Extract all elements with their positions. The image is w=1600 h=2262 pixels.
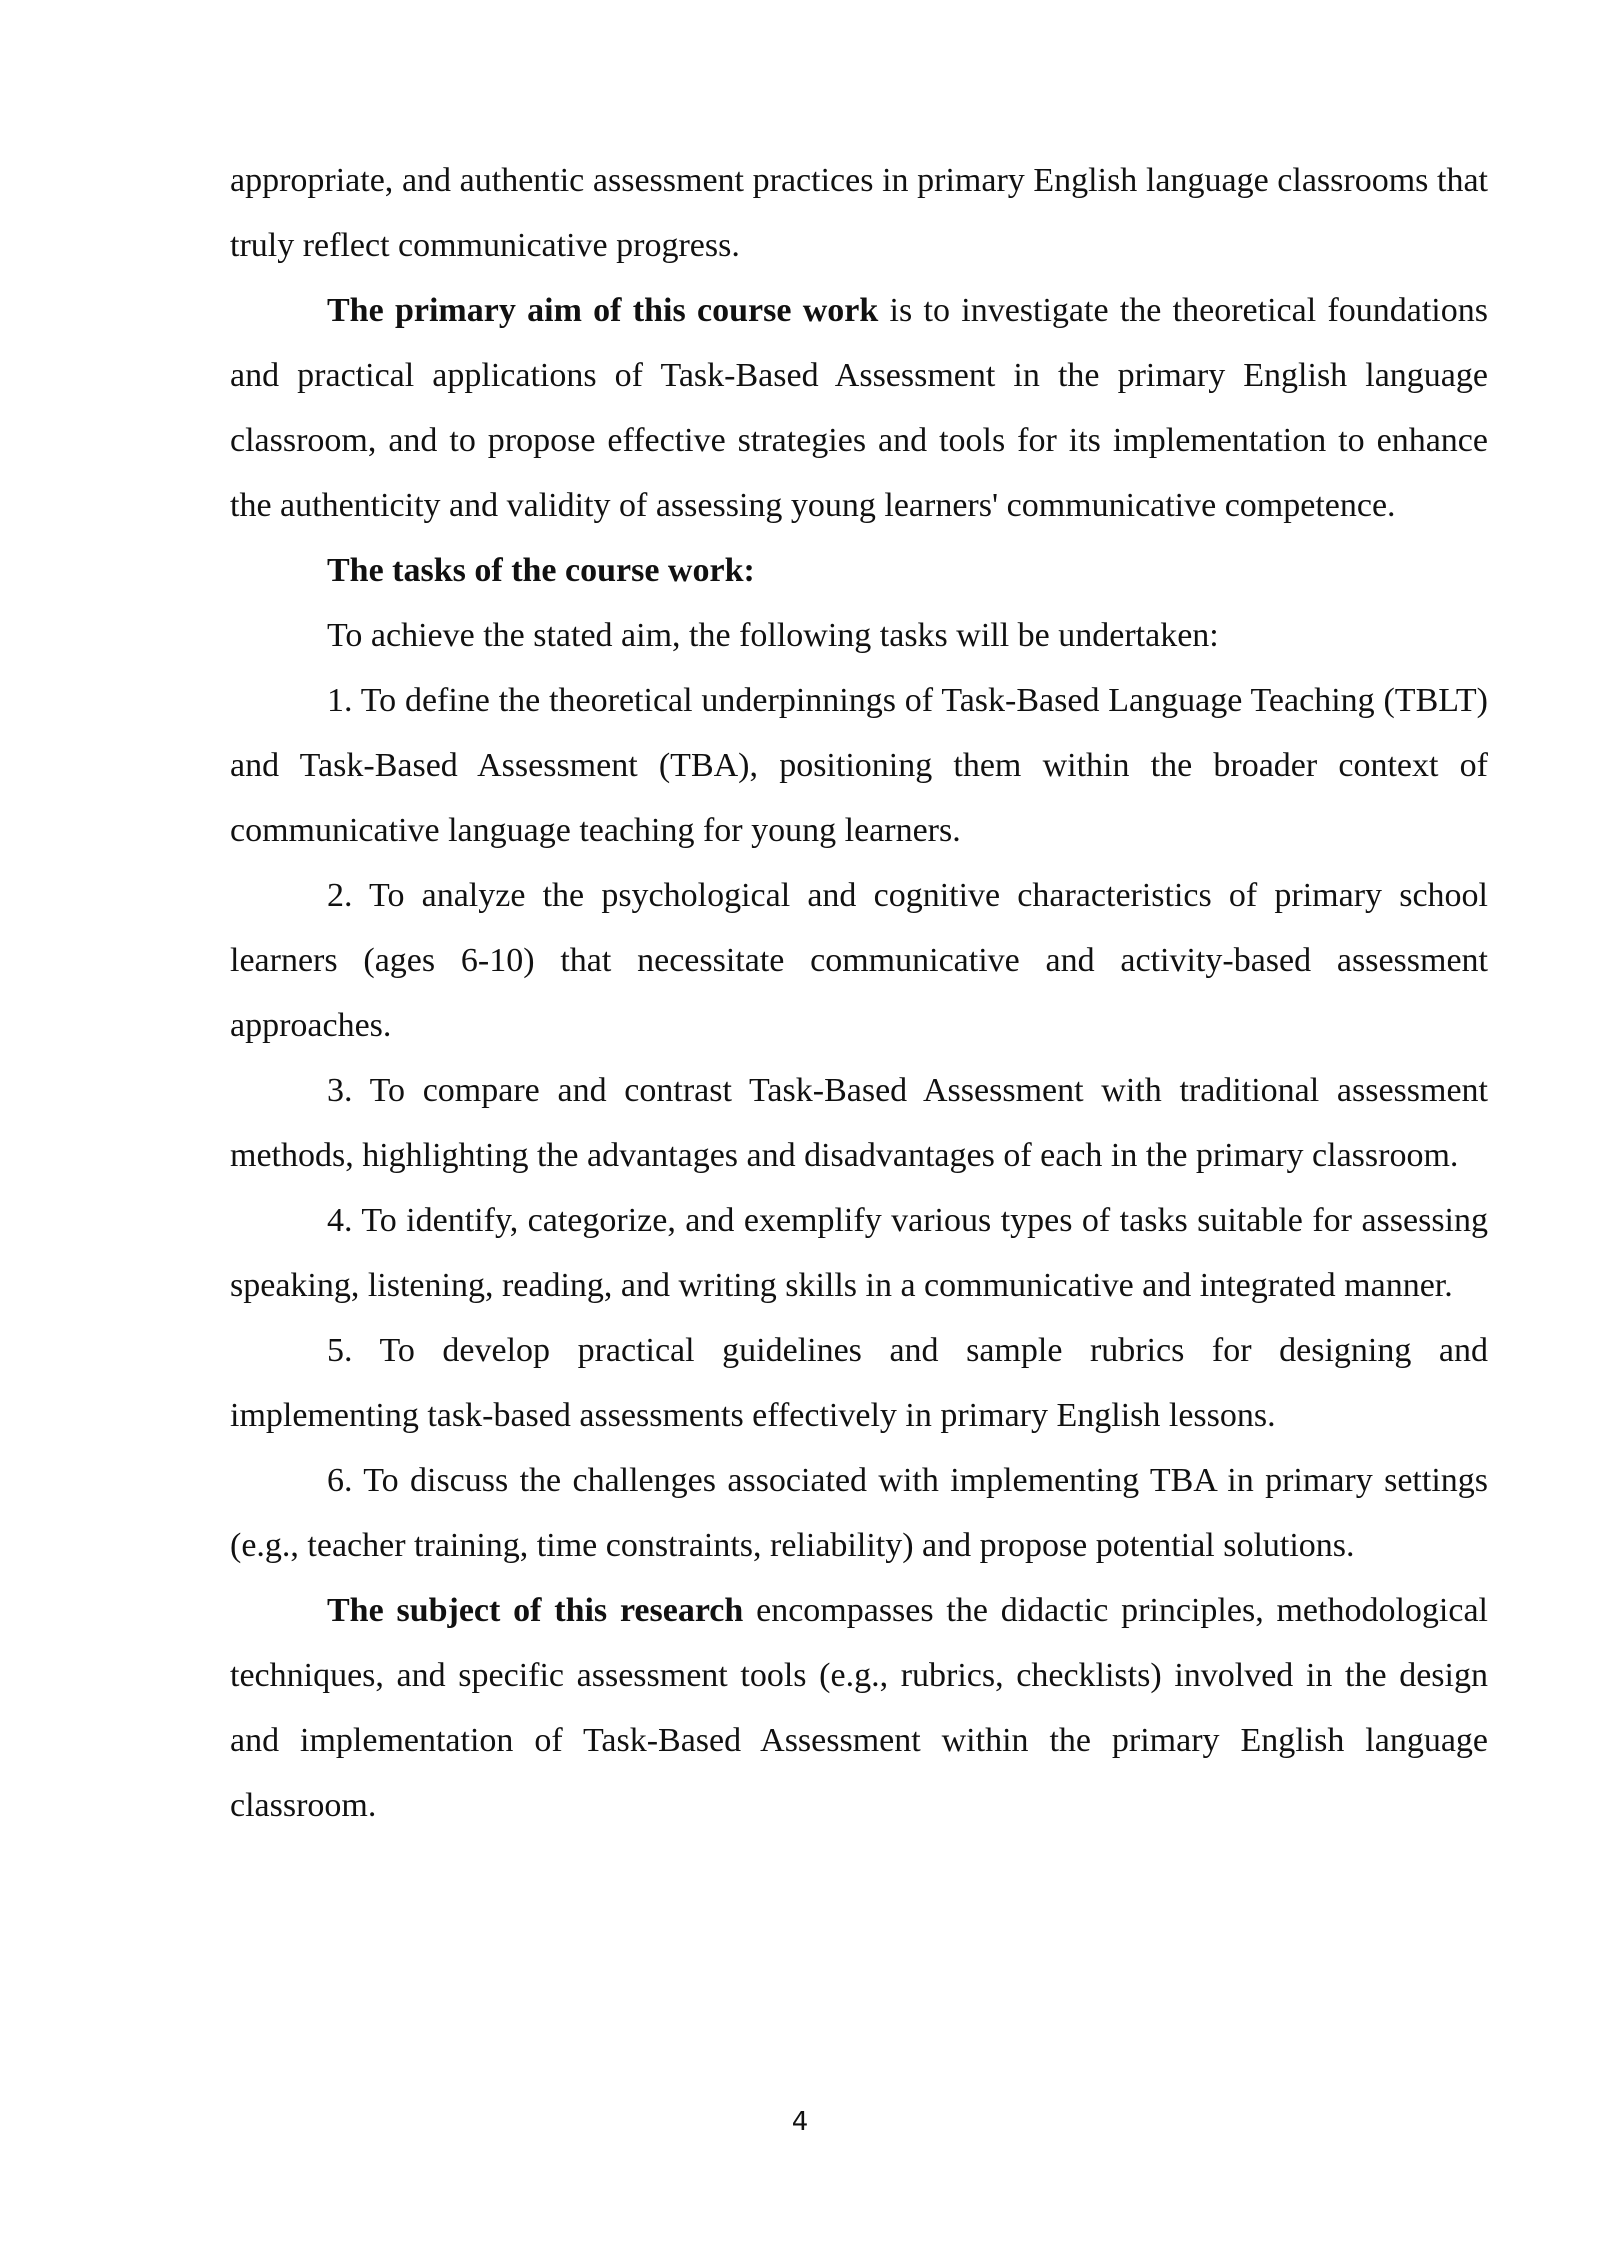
tasks-heading [230, 538, 1488, 603]
task-item-3: 3. To compare and contrast Task-Based Assessment with traditional assessment methods, highlighting the advantages and disadvantages of each in the primary classroom. [230, 1072, 1488, 1174]
tasks-heading-text: The tasks of the course work: [327, 552, 755, 589]
continuation-paragraph: appropriate, and authentic assessment practices in primary English language classrooms that truly reflect communicative progress. [230, 162, 1488, 264]
subject-text: encompasses the didactic principles, methodological techniques, and specific assessment tools (e.g., rubrics, checklists) involved in the design and implementation of Task-Based Assessment within the primary English language classroom. [230, 1592, 1488, 1824]
subject-paragraph [230, 1578, 1488, 1838]
aim-paragraph [230, 278, 1488, 538]
aim-text: is to investigate the theoretical foundations and practical applications of Task-Based Assessment in the primary English language classroom, and to propose effective strategies and tools for its implementation to enhance the authenticity and validity of assessing young learners' communicative competence. [230, 292, 1488, 524]
tasks-intro: To achieve the stated aim, the following tasks will be undertaken: [327, 617, 1219, 654]
body-text [230, 148, 1488, 1838]
task-item-1: 1. To define the theoretical underpinnings of Task-Based Language Teaching (TBLT) and Task-Based Assessment (TBA), positioning them within the broader context of communicative language teaching for young learners. [230, 682, 1488, 849]
aim-label: The primary aim of this course work [327, 292, 879, 329]
task-item-5: 5. To develop practical guidelines and sample rubrics for designing and implementing task-based assessments effectively in primary English lessons. [230, 1332, 1488, 1434]
subject-label: The subject of this research [327, 1592, 744, 1629]
task-item-4: 4. To identify, categorize, and exemplify various types of tasks suitable for assessing speaking, listening, reading, and writing skills in a communicative and integrated manner. [230, 1202, 1488, 1304]
task-item-6: 6. To discuss the challenges associated with implementing TBA in primary settings (e.g., teacher training, time constraints, reliability) and propose potential solutions. [230, 1462, 1488, 1564]
page-number: 4 [791, 2107, 809, 2137]
task-item-2: 2. To analyze the psychological and cognitive characteristics of primary school learners (ages 6-10) that necessitate communicative and activity-based assessment approaches. [230, 877, 1488, 1044]
